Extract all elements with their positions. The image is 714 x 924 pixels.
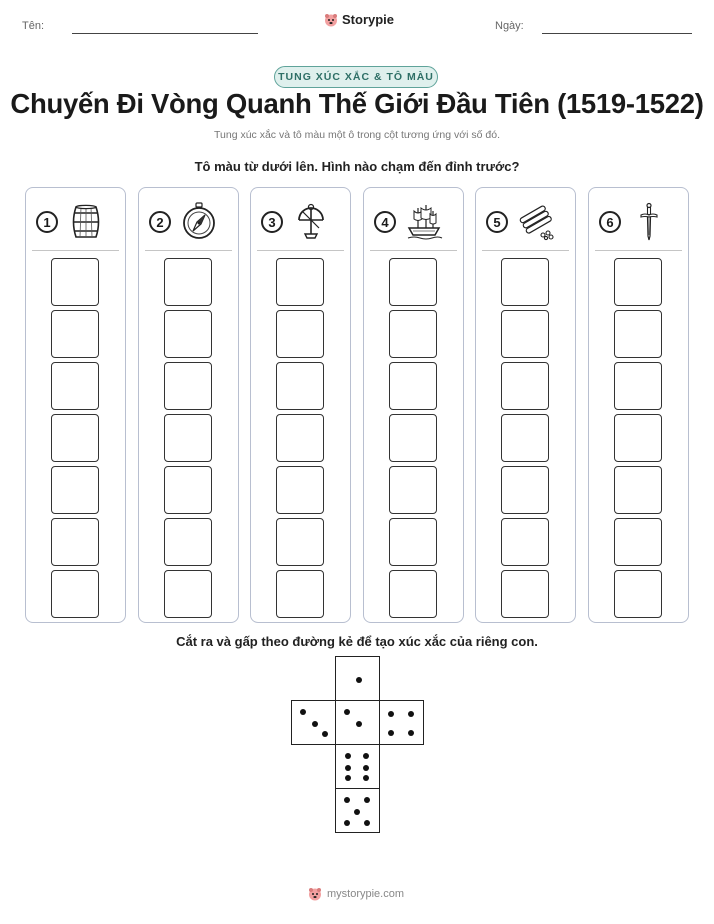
dice-pip bbox=[388, 730, 394, 736]
column-header bbox=[374, 200, 457, 244]
column-header bbox=[261, 200, 344, 244]
activity-badge: TUNG XÚC XẮC & TÔ MÀU bbox=[274, 66, 438, 88]
dice-pip bbox=[354, 809, 360, 815]
column-5 bbox=[475, 187, 576, 623]
color-box[interactable] bbox=[614, 310, 662, 358]
color-box[interactable] bbox=[389, 466, 437, 514]
column-number: 6 bbox=[599, 211, 621, 233]
column-header bbox=[149, 200, 232, 244]
color-box[interactable] bbox=[614, 362, 662, 410]
ship-icon bbox=[404, 202, 444, 242]
dice-pip bbox=[345, 765, 351, 771]
date-line bbox=[542, 33, 692, 34]
footer-url: mystorypie.com bbox=[327, 888, 405, 900]
dice-pip bbox=[356, 721, 362, 727]
column-header bbox=[486, 200, 569, 244]
color-box[interactable] bbox=[276, 570, 324, 618]
column-number: 2 bbox=[149, 211, 171, 233]
color-box[interactable] bbox=[51, 414, 99, 462]
dice-pip bbox=[356, 677, 362, 683]
dice-face-three bbox=[291, 700, 336, 745]
color-box[interactable] bbox=[389, 362, 437, 410]
divider bbox=[370, 250, 457, 251]
color-box[interactable] bbox=[614, 570, 662, 618]
name-line bbox=[72, 33, 258, 34]
color-box[interactable] bbox=[389, 518, 437, 566]
dice-pip bbox=[363, 775, 369, 781]
divider bbox=[257, 250, 344, 251]
color-box[interactable] bbox=[164, 570, 212, 618]
color-box[interactable] bbox=[164, 518, 212, 566]
divider bbox=[32, 250, 119, 251]
color-box[interactable] bbox=[276, 362, 324, 410]
color-box[interactable] bbox=[614, 518, 662, 566]
dice-face-four bbox=[379, 700, 424, 745]
column-header bbox=[36, 200, 119, 244]
spices-icon bbox=[516, 202, 556, 242]
dice-face-five bbox=[335, 788, 380, 833]
color-box[interactable] bbox=[389, 570, 437, 618]
brand-name: Storypie bbox=[342, 12, 395, 27]
color-box[interactable] bbox=[164, 310, 212, 358]
color-box[interactable] bbox=[389, 258, 437, 306]
color-box[interactable] bbox=[501, 310, 549, 358]
color-box[interactable] bbox=[614, 466, 662, 514]
column-number: 4 bbox=[374, 211, 396, 233]
color-box[interactable] bbox=[164, 414, 212, 462]
dice-face-one bbox=[335, 656, 380, 701]
color-box[interactable] bbox=[614, 414, 662, 462]
color-box[interactable] bbox=[389, 310, 437, 358]
column-number: 5 bbox=[486, 211, 508, 233]
footer bbox=[308, 887, 404, 901]
astrolabe-icon bbox=[291, 202, 331, 242]
color-box[interactable] bbox=[276, 466, 324, 514]
color-box[interactable] bbox=[389, 414, 437, 462]
color-box[interactable] bbox=[276, 258, 324, 306]
instruction: Tô màu từ dưới lên. Hình nào chạm đến đỉnh trước? bbox=[194, 159, 520, 174]
column-3 bbox=[250, 187, 351, 623]
color-box[interactable] bbox=[51, 570, 99, 618]
color-box[interactable] bbox=[501, 414, 549, 462]
color-box[interactable] bbox=[51, 518, 99, 566]
color-box[interactable] bbox=[614, 258, 662, 306]
color-box[interactable] bbox=[164, 466, 212, 514]
color-box[interactable] bbox=[276, 310, 324, 358]
dice-pip bbox=[322, 731, 328, 737]
column-header bbox=[599, 200, 682, 244]
dice-face-two bbox=[335, 700, 380, 745]
color-box[interactable] bbox=[51, 466, 99, 514]
dice-pip bbox=[363, 765, 369, 771]
sword-icon bbox=[629, 202, 669, 242]
date-label: Ngày: bbox=[495, 20, 524, 32]
cut-instruction: Cắt ra và gấp theo đường kẻ để tạo xúc xắc của riêng con. bbox=[176, 634, 538, 649]
dice-pip bbox=[344, 709, 350, 715]
dice-pip bbox=[312, 721, 318, 727]
dice-pip bbox=[364, 797, 370, 803]
color-box[interactable] bbox=[51, 258, 99, 306]
column-1 bbox=[25, 187, 126, 623]
color-box[interactable] bbox=[276, 414, 324, 462]
name-label: Tên: bbox=[22, 20, 45, 32]
page-subtitle: Tung xúc xắc và tô màu một ô trong cột tương ứng với số đó. bbox=[214, 129, 500, 141]
column-6 bbox=[588, 187, 689, 623]
column-number: 3 bbox=[261, 211, 283, 233]
color-box[interactable] bbox=[501, 518, 549, 566]
column-2 bbox=[138, 187, 239, 623]
page-title: Chuyến Đi Vòng Quanh Thế Giới Đầu Tiên (1519-1522) bbox=[10, 88, 704, 119]
divider bbox=[145, 250, 232, 251]
color-box[interactable] bbox=[501, 258, 549, 306]
dice-pip bbox=[363, 753, 369, 759]
brand bbox=[324, 12, 394, 27]
color-box[interactable] bbox=[51, 310, 99, 358]
barrel-icon bbox=[66, 202, 106, 242]
color-box[interactable] bbox=[501, 570, 549, 618]
column-4 bbox=[363, 187, 464, 623]
color-box[interactable] bbox=[164, 362, 212, 410]
compass-icon bbox=[179, 202, 219, 242]
dice-pip bbox=[344, 797, 350, 803]
color-box[interactable] bbox=[276, 518, 324, 566]
dice-pip bbox=[345, 753, 351, 759]
divider bbox=[595, 250, 682, 251]
color-box[interactable] bbox=[51, 362, 99, 410]
storypie-logo-icon bbox=[324, 13, 338, 27]
divider bbox=[482, 250, 569, 251]
dice-pip bbox=[408, 711, 414, 717]
dice-pip bbox=[345, 775, 351, 781]
color-box[interactable] bbox=[501, 362, 549, 410]
dice-face-six bbox=[335, 744, 380, 789]
storypie-logo-icon bbox=[308, 887, 322, 901]
dice-pip bbox=[408, 730, 414, 736]
dice-pip bbox=[344, 820, 350, 826]
dice-pip bbox=[300, 709, 306, 715]
color-box[interactable] bbox=[164, 258, 212, 306]
column-number: 1 bbox=[36, 211, 58, 233]
dice-pip bbox=[388, 711, 394, 717]
dice-pip bbox=[364, 820, 370, 826]
color-box[interactable] bbox=[501, 466, 549, 514]
